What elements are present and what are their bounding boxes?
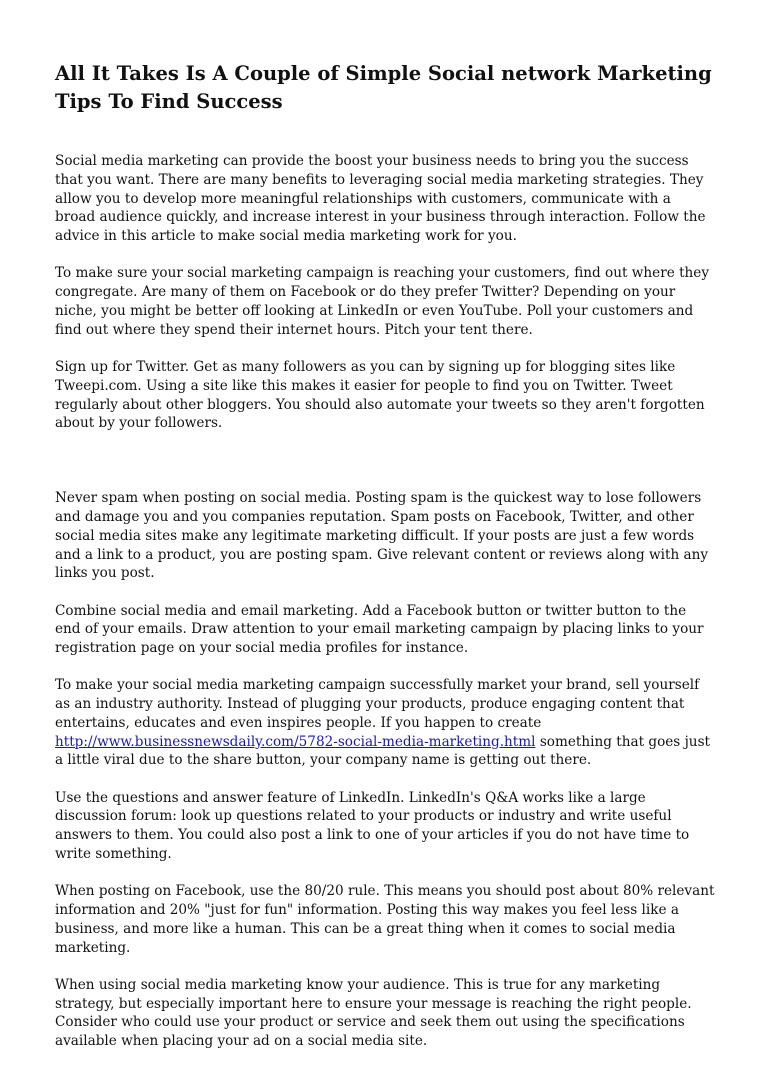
paragraph-know-audience: When using social media marketing know your audience. This is true for any marketing strategy, but especially important here to ensure your message is reaching the right people. Consider who could use your product or service and seek them out using the specifications available when placing your ad on a social media site. bbox=[55, 976, 692, 1050]
paragraph-email: Combine social media and email marketing. Add a Facebook button or twitter button to the end of your emails. Draw attention to your email marketing campaign by placing links to your registration page on your social media profiles for instance. bbox=[55, 602, 704, 657]
paragraph-brand bbox=[55, 676, 715, 770]
paragraph-intro: Social media marketing can provide the boost your business needs to bring you the success that you want. There are many benefits to leveraging social media marketing strategies. They allow you to develop more meaningful relationships with customers, communicate with a broad audience quickly, and increase interest in your business through interaction. Follow the advice in this article to make social media marketing work for you. bbox=[55, 153, 706, 245]
paragraph-twitter: Sign up for Twitter. Get as many followers as you can by signing up for blogging sites like Tweepi.com. Using a site like this makes it easier for people to find you on Twitter. Tweet regularly about other bloggers. You should also automate your tweets so they aren't forgotten about by your followers. bbox=[55, 358, 705, 432]
document-page bbox=[55, 60, 715, 1069]
paragraph-audience: To make sure your social marketing campaign is reaching your customers, find out where they congregate. Are many of them on Facebook or do they prefer Twitter? Depending on your niche, you might be better off looking at LinkedIn or even YouTube. Poll your customers and find out where they spend their internet hours. Pitch your tent there. bbox=[55, 265, 710, 338]
paragraph-spam: Never spam when posting on social media. Posting spam is the quickest way to lose followers and damage you and you companies reputation. Spam posts on Facebook, Twitter, and other social media sites make any legitimate marketing difficult. If your posts are just a few words and a link to a product, you are posting spam. Give relevant content or reviews along with any links you post. bbox=[55, 490, 709, 582]
paragraph-facebook-rule: When posting on Facebook, use the 80/20 rule. This means you should post about 80% relevant information and 20% "just for fun" information. Posting this way makes you feel less like a business, and more like a human. This can be a great thing when it comes to social media marketing. bbox=[55, 883, 715, 956]
paragraph-brand-after: something that goes just a little viral due to the share button, your company name is getting out there. bbox=[55, 733, 711, 769]
article-link[interactable]: http://www.businessnewsdaily.com/5782-social-media-marketing.html bbox=[55, 733, 536, 750]
page-title: All It Takes Is A Couple of Simple Social network Marketing Tips To Find Success bbox=[55, 62, 712, 113]
paragraph-linkedin: Use the questions and answer feature of LinkedIn. LinkedIn's Q&A works like a large discussion forum: look up questions related to your products or industry and write useful answers to them. You could also post a link to one of your articles if you do not have time to write something. bbox=[55, 789, 690, 863]
paragraph-brand-before: To make your social media marketing campaign successfully market your brand, sell yourself as an industry authority. Instead of plugging your products, produce engaging content that entertains, educates and even inspires people. If you happen to create bbox=[55, 677, 700, 731]
